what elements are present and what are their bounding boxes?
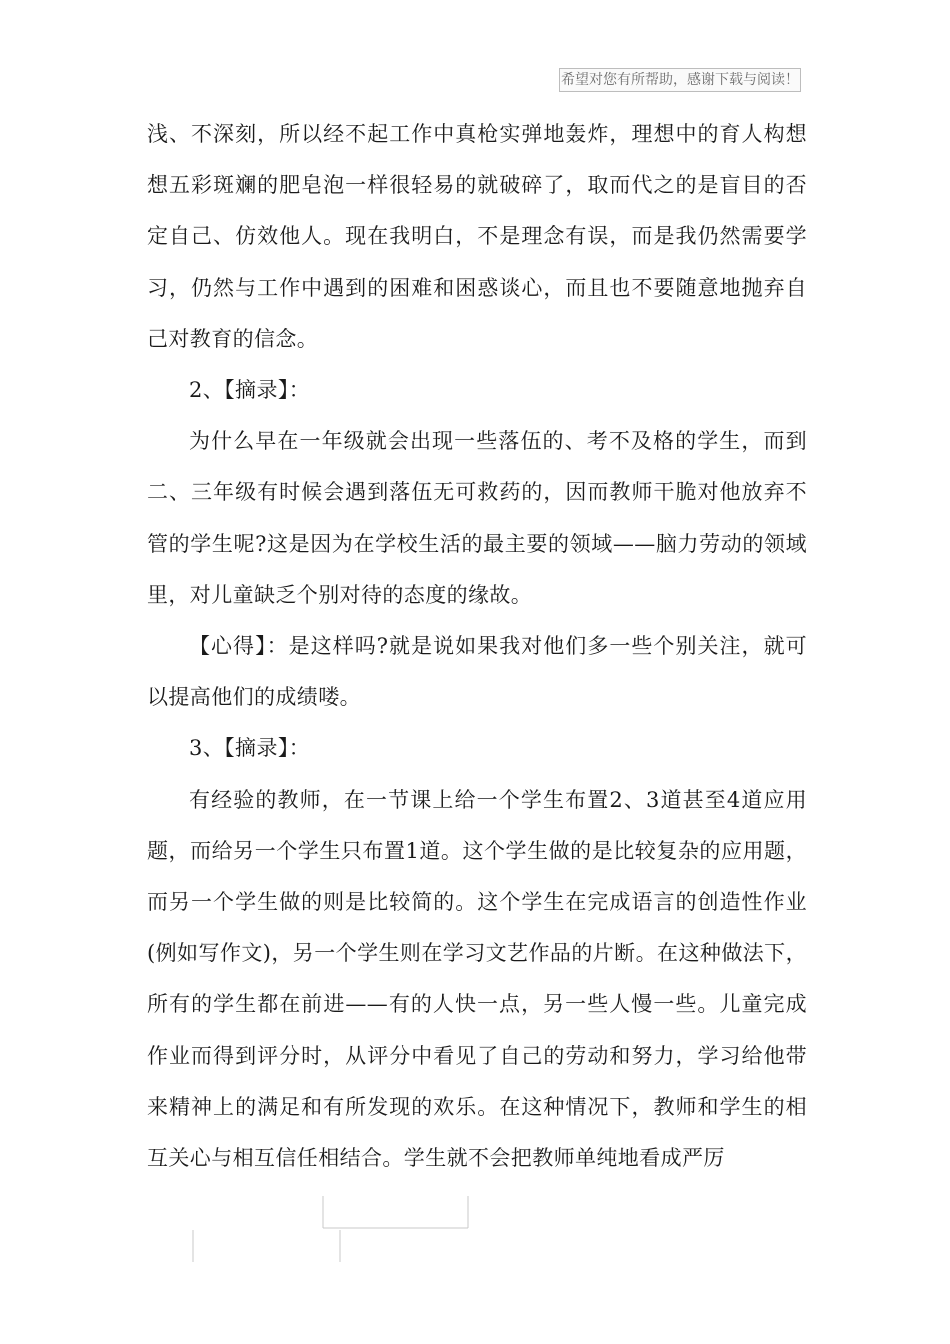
download-thanks-note: 希望对您有所帮助，感谢下载与阅读！: [559, 68, 801, 92]
excerpt-2-text: 为什么早在一年级就会出现一些落伍的、考不及格的学生，而到二、三年级有时候会遇到落伍无可救药的，因而教师干脆对他放弃不管的学生呢?这是因为在学校生活的最主要的领域——脑力劳动的领域里，对儿童缺乏个别对待的态度的缘故。: [147, 429, 807, 607]
excerpt-heading-2: 2、【摘录】：: [189, 378, 311, 403]
excerpt-heading-3: 3、【摘录】：: [189, 736, 311, 761]
reflection-2-text: 【心得】：是这样吗?就是说如果我对他们多一些个别关注，就可以提高他们的成绩喽。: [147, 634, 807, 710]
excerpt-3-text: 有经验的教师，在一节课上给一个学生布置2、3道甚至4道应用题，而给另一个学生只布置1道。这个学生做的是比较复杂的应用题，而另一个学生做的则是比较简的。这个学生在完成语言的创造性作业(例如写作文)，另一个学生则在学习文艺作品的片断。在这种做法下，所有的学生都在前进——有的人快一点，另一些人慢一些。儿童完成作业而得到评分时，从评分中看见了自己的劳动和努力，学习给他带来精神上的满足和有所发现的欢乐。在这种情况下，教师和学生的相互关心与相互信任相结合。学生就不会把教师单纯地看成严厉: [147, 787, 807, 1171]
document-body: [147, 109, 807, 1184]
paragraph-continuation: 浅、不深刻，所以经不起工作中真枪实弹地轰炸，理想中的育人构想想五彩斑斓的肥皂泡一样很轻易的就破碎了，取而代之的是盲目的否定自己、仿效他人。现在我明白，不是理念有误，而是我仍然需要学习，仍然与工作中遇到的困难和困惑谈心，而且也不要随意地抛弃自己对教育的信念。: [147, 122, 807, 351]
